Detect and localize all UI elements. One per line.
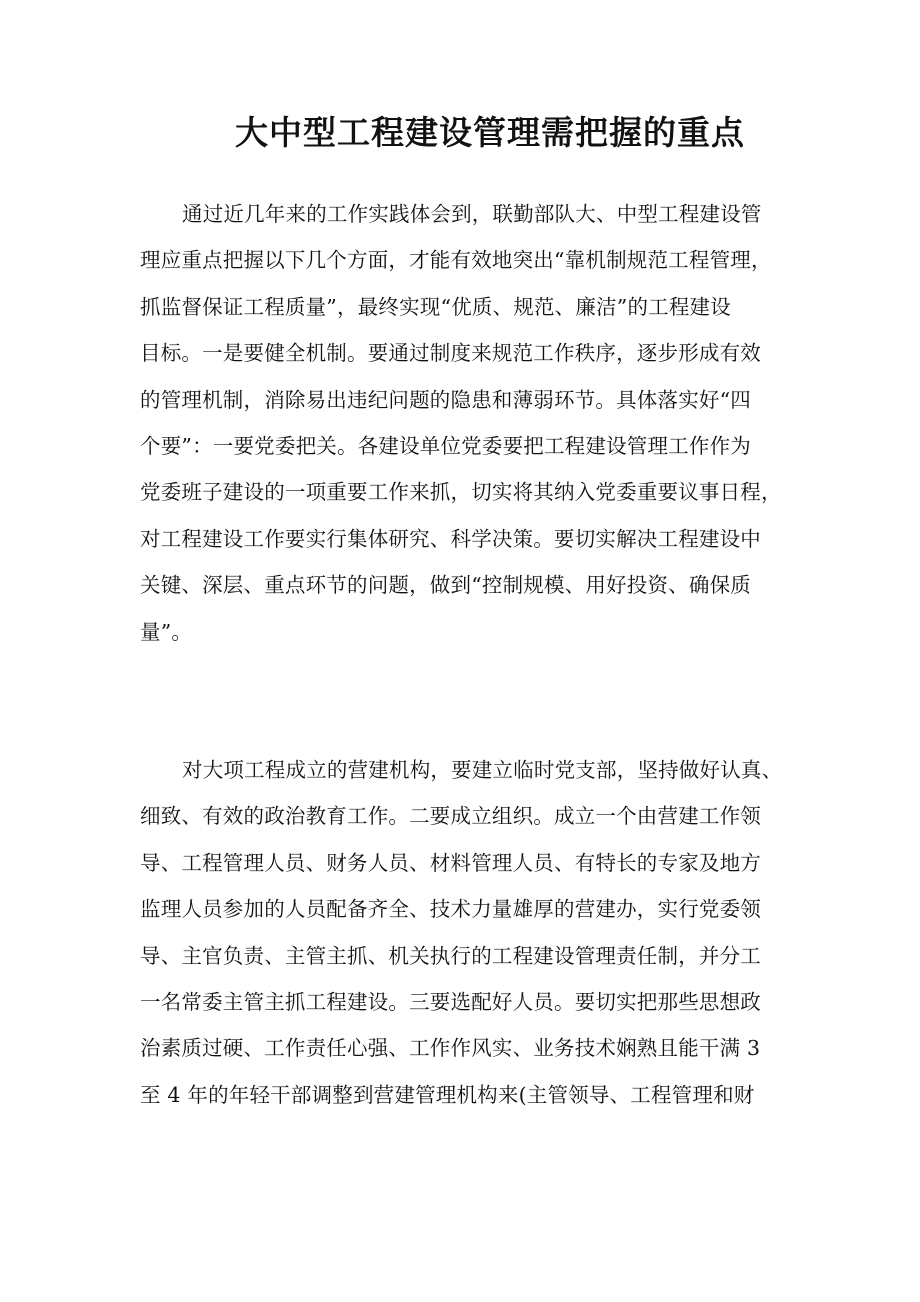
document-title: 大中型工程建设管理需把握的重点 — [235, 113, 745, 152]
text-line: 的管理机制，消除易出违纪问题的隐患和薄弱环节。具体落实好“四 — [140, 387, 751, 412]
text-line: 抓监督保证工程质量”，最终实现“优质、规范、廉洁”的工程建设 — [140, 294, 731, 319]
text-line: 关键、深层、重点环节的问题，做到“控制规模、用好投资、确保质 — [140, 573, 751, 598]
text-line: 对大项工程成立的营建机构，要建立临时党支部，坚持做好认真、 — [182, 758, 783, 782]
text-line: 导、工程管理人员、财务人员、材料管理人员、有特长的专家及地方 — [140, 850, 761, 875]
text-line: 一名常委主管主抓工程建设。三要选配好人员。要切实把那些思想政 — [140, 989, 761, 1014]
paragraph-2 — [140, 747, 783, 1118]
text-line: 细致、有效的政治教育工作。二要成立组织。成立一个由营建工作领 — [140, 804, 761, 829]
text-line: 目标。一是要健全机制。要通过制度来规范工作秩序，逐步形成有效 — [140, 341, 761, 366]
text-line: 对工程建设工作要实行集体研究、科学决策。要切实解决工程建设中 — [140, 526, 761, 551]
paragraph-1 — [140, 191, 780, 655]
text-line: 通过近几年来的工作实践体会到，联勤部队大、中型工程建设管 — [182, 202, 762, 226]
text-line: 个要”：一要党委把关。各建设单位党委要把工程建设管理工作作为 — [140, 433, 751, 458]
text-line: 至 4 年的年轻干部调整到营建管理机构来(主管领导、工程管理和财 — [140, 1082, 755, 1107]
text-line: 监理人员参加的人员配备齐全、技术力量雄厚的营建办，实行党委领 — [140, 897, 761, 922]
text-line: 导、主官负责、主管主抓、机关执行的工程建设管理责任制，并分工 — [140, 943, 761, 968]
text-line: 党委班子建设的一项重要工作来抓，切实将其纳入党委重要议事日程， — [140, 480, 782, 505]
text-line: 治素质过硬、工作责任心强、工作作风实、业务技术娴熟且能干满 3 — [140, 1036, 761, 1061]
text-line: 理应重点把握以下几个方面，才能有效地突出“靠机制规范工程管理， — [140, 248, 772, 273]
text-line: 量”。 — [140, 619, 193, 644]
